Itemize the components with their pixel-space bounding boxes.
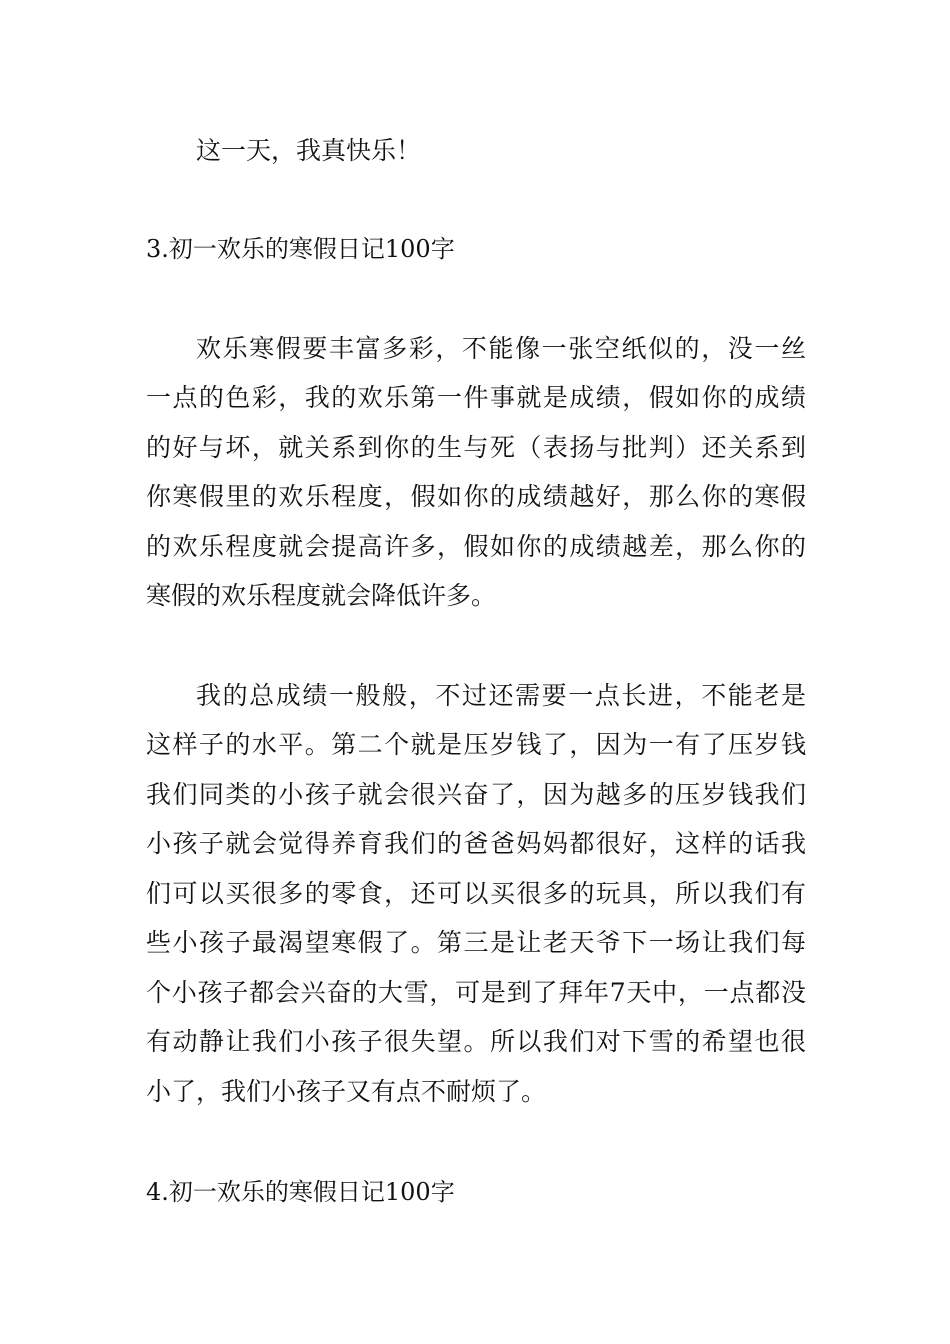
paragraph-line: 个小孩子都会兴奋的大雪，可是到了拜年7天中，一点都没 [146,978,806,1007]
paragraph-line: 一点的色彩，我的欢乐第一件事就是成绩，假如你的成绩 [146,383,806,412]
paragraph-line: 欢乐寒假要丰富多彩，不能像一张空纸似的，没一丝 [196,334,806,363]
paragraph-line: 些小孩子最渴望寒假了。第三是让老天爷下一场让我们每 [146,928,806,957]
section-heading-4: 4.初一欢乐的寒假日记100字 [146,1178,455,1206]
closing-line: 这一天，我真快乐！ [196,136,422,165]
paragraph-line: 小孩子就会觉得养育我们的爸爸妈妈都很好，这样的话我 [146,829,806,858]
paragraph-line: 寒假的欢乐程度就会降低许多。 [146,581,497,610]
paragraph-line: 们可以买很多的零食，还可以买很多的玩具，所以我们有 [146,879,806,908]
paragraph-line: 这样子的水平。第二个就是压岁钱了，因为一有了压岁钱 [146,730,806,759]
paragraph-line: 有动静让我们小孩子很失望。所以我们对下雪的希望也很 [146,1027,806,1056]
paragraph-line: 我的总成绩一般般，不过还需要一点长进，不能老是 [196,681,806,710]
paragraph-line: 你寒假里的欢乐程度，假如你的成绩越好，那么你的寒假 [146,482,806,511]
paragraph-line: 的好与坏，就关系到你的生与死（表扬与批判）还关系到 [146,433,806,462]
section-heading-3: 3.初一欢乐的寒假日记100字 [146,235,455,263]
paragraph-line: 我们同类的小孩子就会很兴奋了，因为越多的压岁钱我们 [146,780,806,809]
paragraph-line: 小了，我们小孩子又有点不耐烦了。 [146,1077,547,1106]
paragraph-line: 的欢乐程度就会提高许多，假如你的成绩越差，那么你的 [146,532,806,561]
